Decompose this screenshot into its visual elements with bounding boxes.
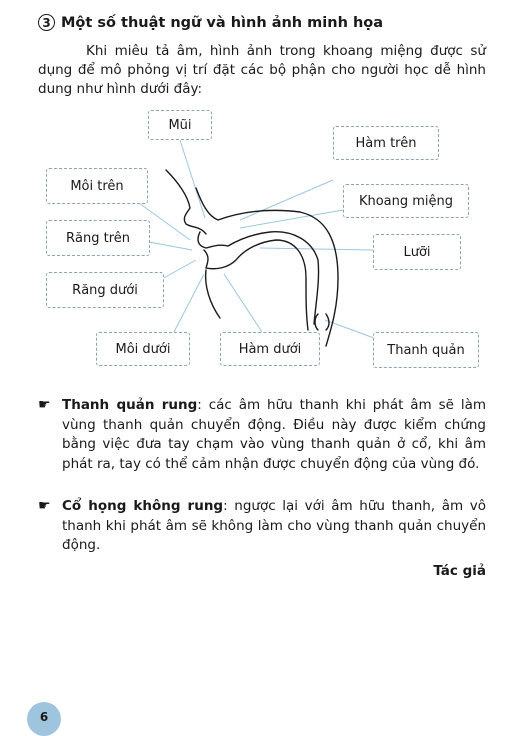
section-number: 3 [38,14,55,31]
author-credit: Tác giả [433,563,486,579]
label-larynx: Thanh quản [373,332,479,368]
label-lower-lip: Môi dưới [96,332,190,366]
section-title: Một số thuật ngữ và hình ảnh minh họa [61,14,384,31]
bullet-throat-no-vibration [38,497,486,556]
label-upper-teeth: Răng trên [46,220,150,256]
intro-paragraph: Khi miêu tả âm, hình ảnh trong khoang miệng được sử dụng để mô phỏng vị trí đặt các bộ phận cho người học dễ hình dung như hình dưới đây: [38,43,486,97]
section-heading [38,14,498,31]
label-lower-jaw: Hàm dưới [220,332,320,366]
label-upper-jaw: Hàm trên [333,126,439,160]
bullet-text: : các âm hữu thanh khi phát âm sẽ làm vùng thanh quản chuyển động. Điều này được kiểm chứng bằng việc đưa tay chạm vào vùng thanh quản ở cổ, khi âm phát ra, tay có thể cảm nhận được chuyển động của vùng đó. [62,397,486,472]
bullet-larynx-vibrates [38,396,486,474]
label-oral-cavity: Khoang miệng [343,184,469,218]
label-nose: Mũi [148,110,212,140]
page-number-badge [27,702,61,736]
page-number: 6 [39,710,49,724]
pointing-hand-icon: ☛ [38,397,51,413]
pointing-hand-icon: ☛ [38,498,51,514]
bullet-text: : ngược lại với âm hữu thanh, âm vô thanh khi phát âm sẽ không làm cho vùng thanh quản chuyển động. [62,498,487,553]
label-lower-teeth: Răng dưới [46,272,164,308]
bullet-term: Thanh quản rung [62,397,198,413]
label-upper-lip: Môi trên [46,168,148,204]
label-tongue: Lưỡi [373,234,461,270]
mouth-diagram [0,100,520,380]
bullet-term: Cổ họng không rung [62,498,224,514]
